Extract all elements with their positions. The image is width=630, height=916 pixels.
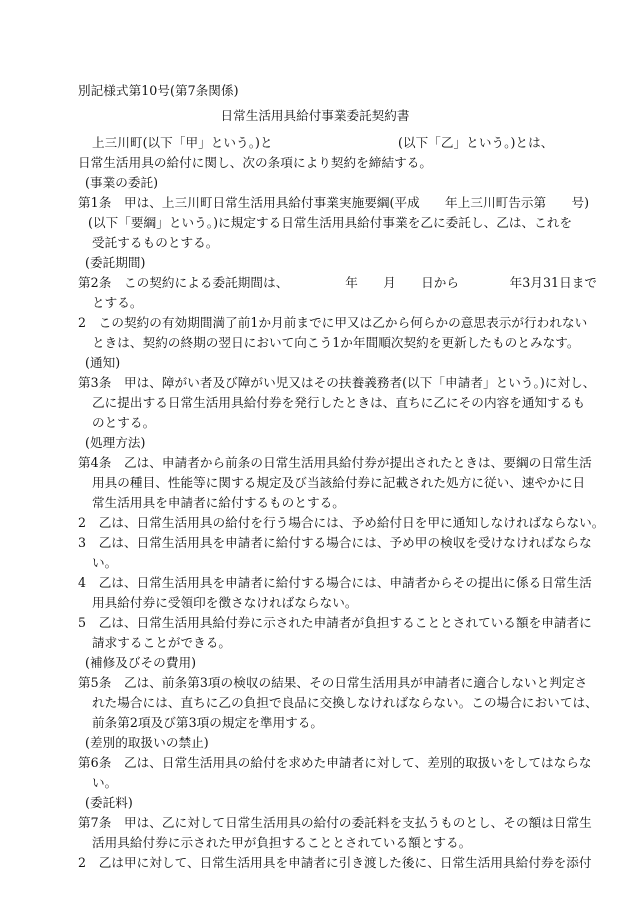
article-line: 2 乙は甲に対して、日常生活用具を申請者に引き渡した後に、日常生活用具給付券を添付 — [78, 855, 592, 870]
article-line: 用具給付券に受領印を徴さなければならない。 — [92, 595, 358, 610]
article-line: (以下「要綱」という。)に規定する日常生活用具給付事業を乙に委託し、乙は、これを — [88, 215, 573, 230]
article-line: 常生活用具を申請者に給付するものとする。 — [92, 495, 345, 510]
article-line: のとする。 — [92, 415, 156, 430]
article-line: とする。 — [92, 295, 143, 310]
section-heading: (差別的取扱いの禁止) — [85, 735, 209, 750]
article-line: 第4条 乙は、申請者から前条の日常生活用具給付券が提出されたときは、要綱の日常生活 — [78, 455, 592, 470]
article-line: 2 乙は、日常生活用具の給付を行う場合には、予め給付日を甲に通知しなければならない。 — [78, 515, 605, 530]
article-line: 第2条 この契約による委託期間は、 年 月 日から 年3月31日まで — [78, 275, 598, 290]
article-line: 3 乙は、日常生活用具を申請者に給付する場合には、予め甲の検収を受けなければならな — [78, 535, 592, 550]
section-heading: (補修及びその費用) — [85, 655, 197, 670]
article-line: い。 — [92, 555, 118, 570]
article-line: れた場合には、直ちに乙の負担で良品に交換しなければならない。この場合においては、 — [92, 695, 598, 710]
article-line: い。 — [92, 775, 118, 790]
article-line: 活用具給付券に示された甲が負担することとされている額とする。 — [92, 835, 472, 850]
article-line: 第3条 甲は、障がい者及び障がい児又はその扶養義務者(以下「申請者」という。)に対し、 — [78, 375, 596, 390]
section-heading: (処理方法) — [85, 435, 146, 450]
form-number: 別記様式第10号(第7条関係) — [78, 83, 239, 98]
document-title: 日常生活用具給付事業委託契約書 — [220, 108, 410, 123]
article-line: 第1条 甲は、上三川町日常生活用具給付事業実施要綱(平成 年上三川町告示第 号) — [78, 195, 590, 210]
article-line: 5 乙は、日常生活用具給付券に示された申請者が負担することとされている額を申請者に — [78, 615, 592, 630]
article-line: 受託するものとする。 — [92, 235, 219, 250]
article-line: 4 乙は、日常生活用具を申請者に給付する場合には、申請者からその提出に係る日常生活 — [78, 575, 592, 590]
article-line: 請求することができる。 — [92, 635, 232, 650]
article-line: 前条第2項及び第3項の規定を準用する。 — [92, 715, 324, 730]
section-heading: (委託料) — [85, 795, 133, 810]
article-line: 乙に提出する日常生活用具給付券を発行したときは、直ちに乙にその内容を通知するも — [92, 395, 586, 410]
intro-line-1-left: 上三川町(以下「甲」という。)と — [92, 135, 273, 150]
section-heading: (委託期間) — [85, 255, 146, 270]
intro-line-1-right: (以下「乙」という。)とは、 — [398, 135, 554, 150]
intro-line-2: 日常生活用具の給付に関し、次の条項により契約を締結する。 — [78, 155, 433, 170]
article-line: 2 この契約の有効期間満了前1か月前までに甲又は乙から何らかの意思表示が行われない — [78, 315, 588, 330]
article-line: 第7条 甲は、乙に対して日常生活用具の給付の委託料を支払うものとし、その額は日常生 — [78, 815, 592, 830]
article-line: 第6条 乙は、日常生活用具の給付を求めた申請者に対して、差別的取扱いをしてはならな — [78, 755, 592, 770]
article-line: 用具の種目、性能等に関する規定及び当該給付券に記載された処方に従い、速やかに日 — [92, 475, 586, 490]
article-line: 第5条 乙は、前条第3項の検収の結果、その日常生活用具が申請者に適合しないと判定さ — [78, 675, 588, 690]
section-heading: (事業の委託) — [85, 175, 159, 190]
section-heading: (通知) — [85, 355, 121, 370]
article-line: ときは、契約の終期の翌日において向こう1か年間順次契約を更新したものとみなす。 — [92, 335, 580, 350]
